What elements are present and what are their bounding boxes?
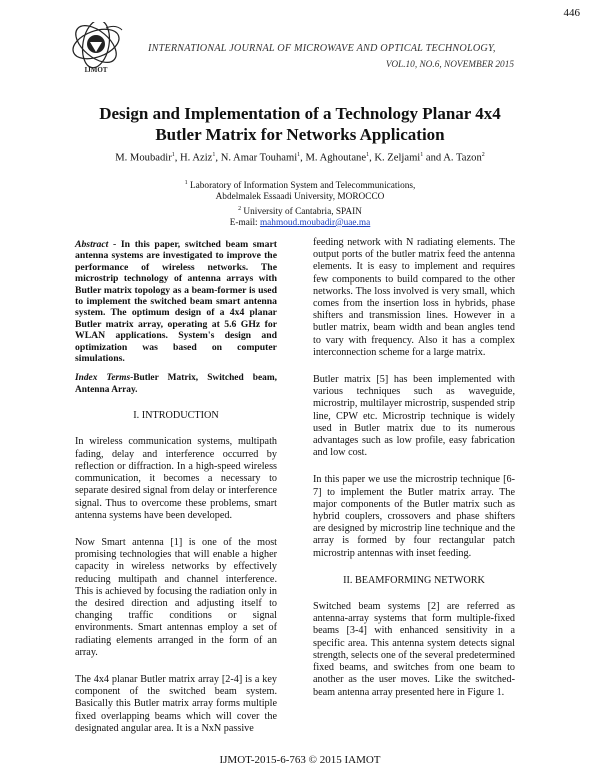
- paragraph: Butler matrix [5] has been implemented with various techniques such as waveguide, microstrip, multilayer microstrip, suspended strip line, CPW etc. Microstrip technique is widely used in Butler matrix due to its numerous advantages such as low profile, easy fabrication and low cost.: [313, 374, 515, 459]
- index-terms: Index Terms-Butler Matrix, Switched beam, Antenna Array.: [75, 373, 277, 395]
- email-line: E-mail: mahmoud.moubadir@uae.ma: [229, 217, 371, 228]
- left-column: [75, 239, 277, 750]
- section-heading-beamforming: II. BEAMFORMING NETWORK: [343, 574, 485, 586]
- title-line-1: Design and Implementation of a Technology Planar 4x4: [99, 104, 501, 123]
- affiliation-1-university: Abdelmalek Essaadi University, MOROCCO: [215, 192, 385, 203]
- paragraph: Now Smart antenna [1] is one of the most promising technologies that will enable a higher capacity in wireless networks by effectively reducing multipath and channel interference. This is achieved by focusing the radiation only in the desired direction and adjusting itself to changing traffic conditions or signal environments. Smart antennas employ a set of radiating elements arranged in the form of an array.: [75, 536, 277, 658]
- author-name: K. Zeljami: [374, 152, 421, 164]
- page-footer: IJMOT-2015-6-763 © 2015 IAMOT: [219, 754, 381, 766]
- journal-name: INTERNATIONAL JOURNAL OF MICROWAVE AND OPTICAL TECHNOLOGY,: [148, 43, 496, 54]
- author-name: M. Moubadir: [115, 152, 172, 164]
- paragraph: In wireless communication systems, multipath fading, delay and interference occurred by reflection or diffraction. In a high-speed wireless communication, it becomes a necessary to separate desired signal from delay or interference signal. Thus to overcome these problems, smart antenna systems have been developed.: [75, 436, 277, 521]
- logo-text: IJMOT: [84, 66, 108, 74]
- paper-title: [60, 103, 540, 145]
- affiliations: [110, 178, 490, 229]
- email-link[interactable]: mahmoud.moubadir@uae.ma: [259, 217, 371, 228]
- affiliation-2: $^2$ University of Cantabria, SPAIN: [238, 205, 362, 217]
- page-number: 446: [563, 7, 580, 19]
- title-line-2: Butler Matrix for Networks Application: [155, 125, 445, 144]
- affiliation-1: $^1$ Laboratory of Information System and Telecommunications,: [184, 180, 416, 192]
- author-name: A. Tazon: [443, 152, 482, 164]
- author-name: H. Aziz: [180, 152, 213, 164]
- paragraph: In this paper we use the microstrip technique [6-7] to implement the Butler matrix array. The major components of the Butler matrix such as hybrid couplers, crossovers and phase shifters are designed by microstrip line technique and the array is formed by four rectangular patch microstrip antennas with inset feeding.: [313, 474, 515, 559]
- journal-logo: [66, 22, 130, 76]
- paragraph: feeding network with N radiating elements. The output ports of the butler matrix feed the antenna elements. It is easy to implement and requires few components to build compared to the other networks. The loss involved is very small, which comes from the insertion loss in hybrids, phase shifters and transmission lines. However in a butler matrix, beam width and bean angles tend to vary with frequency. Also it has a complex interconnection scheme for a large matrix.: [313, 237, 515, 358]
- author-name: N. Amar Touhami: [220, 152, 298, 164]
- author-list: M. Moubadir$^1$, H. Aziz$^1$, N. Amar Touhami$^1$, M. Aghoutane$^1$, K. Zeljami$^1$ and A. Tazon$^2$: [115, 152, 485, 164]
- abstract: Abstract - In this paper, switched beam smart antenna systems are investigated to improve the performance of wireless networks. The microstrip technology of antenna arrays with Butler matrix topology as a beam-former is used to implement the switched beam smart antenna system. The optimum design of a 4x4 planar Butler matrix array, operating at 5.6 GHz for WLAN applications. System's design and optimization was based on computer simulations.: [75, 239, 277, 365]
- section-heading-introduction: I. INTRODUCTION: [133, 410, 219, 422]
- paragraph: Switched beam systems [2] are referred as antenna-array systems that form multiple-fixed beams [3-4] with enhanced sensitivity in a specific area. This antenna system detects signal strength, selects one of the several predetermined fixed beams, and switches from one beam to another as the user moves. Like the switched-beam antenna array presented here in Figure 1.: [313, 601, 515, 698]
- journal-volume: VOL.10, NO.6, NOVEMBER 2015: [385, 60, 514, 70]
- author-name: M. Aghoutane: [305, 152, 367, 164]
- paragraph: The 4x4 planar Butler matrix array [2-4] is a key component of the switched beam system. Basically this Butler matrix array forms multiple fixed overlapping beams which will cover the designated angular area. It is a NxN passive: [75, 673, 277, 734]
- right-column: [313, 237, 515, 714]
